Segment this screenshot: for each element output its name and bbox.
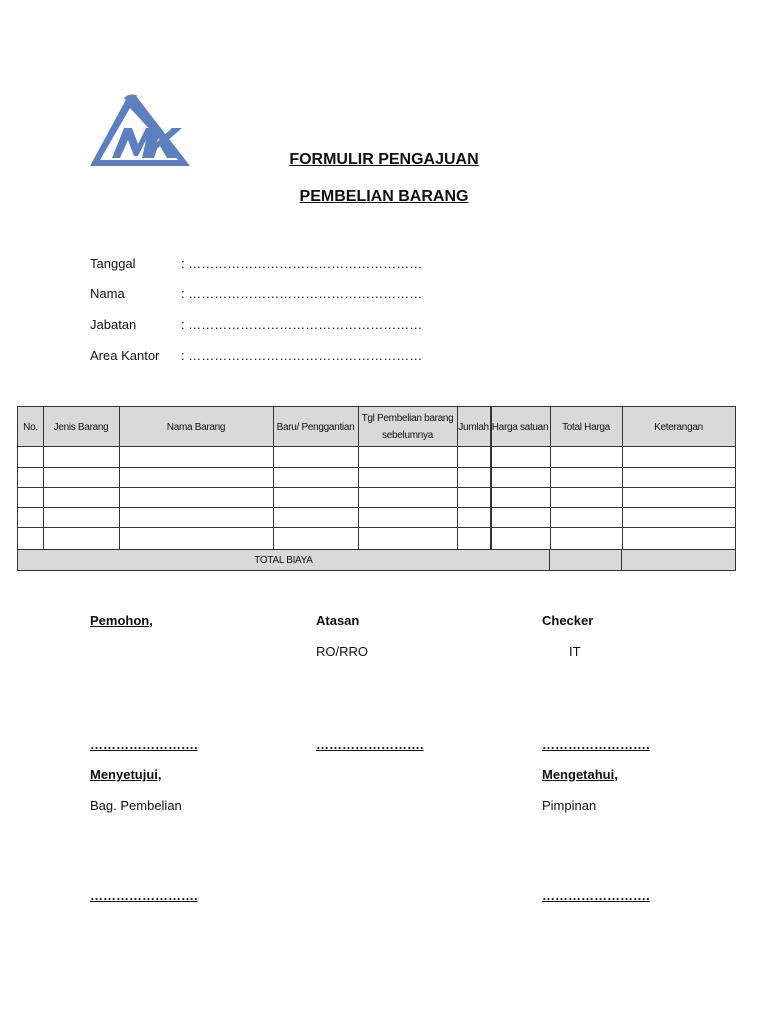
table-row[interactable]: [18, 468, 735, 487]
menyetujui-signature-line[interactable]: …………………….: [90, 888, 198, 903]
checker-subtitle: IT: [569, 644, 581, 659]
items-table: [17, 406, 736, 571]
header-baru-penggantian: Baru/ Penggantian: [276, 421, 355, 433]
total-value-cell[interactable]: [550, 550, 621, 570]
pemohon-signature-line[interactable]: …………………….: [90, 737, 198, 752]
mengetahui-subtitle: Pimpinan: [542, 798, 597, 813]
field-value[interactable]: : ………………………………………………: [181, 286, 423, 301]
field-label: Nama: [90, 286, 125, 301]
field-label: Area Kantor: [90, 348, 160, 363]
checker-label: Checker: [542, 613, 594, 628]
table-row[interactable]: [18, 448, 735, 467]
col-divider: [621, 550, 622, 570]
col-divider: [358, 407, 359, 549]
table-row[interactable]: [18, 528, 735, 548]
header-harga-satuan: Harga satuan: [491, 421, 549, 433]
checker-signature-line[interactable]: …………………….: [542, 737, 650, 752]
total-row: [18, 549, 735, 570]
field-value[interactable]: : ………………………………………………: [181, 348, 423, 363]
header-keterangan: Keterangan: [654, 421, 703, 433]
header-tgl-pembelian: Tgl Pembelian barang sebelumnya: [361, 413, 454, 441]
col-divider: [43, 407, 44, 549]
form-title-line1: FORMULIR PENGAJUAN: [289, 151, 479, 168]
header-no: No.: [23, 421, 38, 433]
pemohon-label: Pemohon,: [90, 613, 153, 628]
total-label: TOTAL BIAYA: [254, 554, 313, 566]
menyetujui-label: Menyetujui,: [90, 767, 162, 782]
header-total-harga: Total Harga: [562, 421, 610, 433]
col-divider: [119, 407, 120, 549]
form-title-line2: PEMBELIAN BARANG: [299, 188, 469, 205]
field-label: Tanggal: [90, 256, 136, 271]
col-divider: [457, 407, 458, 549]
atasan-subtitle: RO/RRO: [316, 644, 368, 659]
header-jenis-barang: Jenis Barang: [53, 421, 109, 433]
atasan-label: Atasan: [316, 613, 360, 628]
field-value[interactable]: : ………………………………………………: [181, 256, 423, 271]
header-jumlah: Jumlah: [458, 421, 489, 433]
table-row[interactable]: [18, 488, 735, 507]
menyetujui-subtitle: Bag. Pembelian: [90, 798, 182, 813]
field-value[interactable]: : ………………………………………………: [181, 317, 423, 332]
mengetahui-signature-line[interactable]: …………………….: [542, 888, 650, 903]
col-divider: [490, 407, 492, 549]
header-nama-barang: Nama Barang: [166, 421, 226, 433]
mengetahui-label: Mengetahui,: [542, 767, 618, 782]
atasan-signature-line[interactable]: …………………….: [316, 737, 424, 752]
col-divider: [550, 407, 551, 549]
field-label: Jabatan: [90, 317, 137, 332]
table-row[interactable]: [18, 508, 735, 527]
col-divider: [273, 407, 274, 549]
col-divider: [622, 407, 623, 549]
